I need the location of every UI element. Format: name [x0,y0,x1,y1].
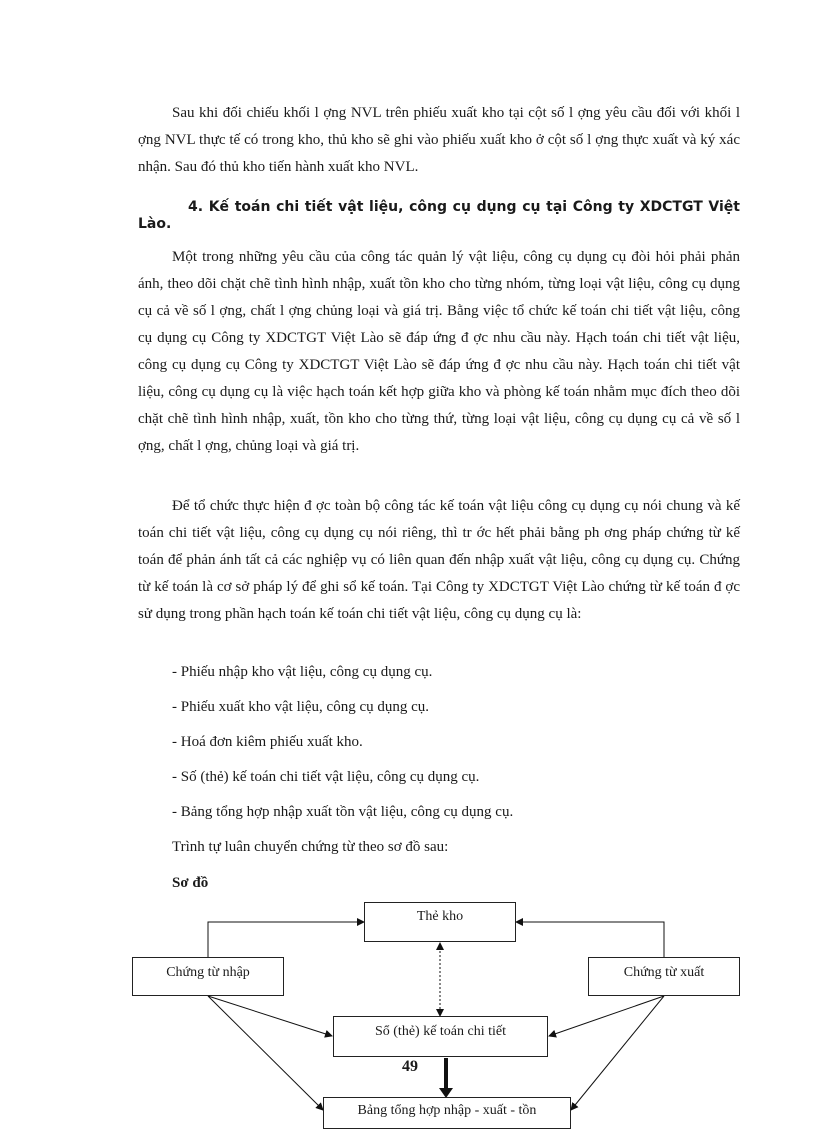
arrow-xuat-to-thekho [516,922,664,957]
list-item: - Số (thẻ) kế toán chi tiết vật liệu, công cụ dụng cụ. [172,769,480,785]
list-item: - Bảng tổng hợp nhập xuất tồn vật liệu, công cụ dụng cụ. [172,804,514,820]
arrow-xuat-to-so-chitiet [549,996,664,1036]
list-item: - Hoá đơn kiêm phiếu xuất kho. [172,734,363,750]
section-heading: 4. Kế toán chi tiết vật liệu, công cụ dụng cụ tại Công ty XDCTGT Việt Lào. [138,199,740,232]
intro-paragraph: Sau khi đối chiếu khối l ợng NVL trên phiếu xuất kho tại cột số l ợng yêu cầu đối với khối l ợng NVL thực tế có trong kho, thủ kho sẽ ghi vào phiếu xuất kho ở cột số l ợng thực xuất và ký xác nhận. Sau đó thủ kho tiến hành xuất kho NVL. [138,105,740,175]
arrow-nhap-to-so-chitiet [208,996,332,1036]
arrow-nhap-to-bang [208,996,323,1110]
body-paragraph-1: Một trong những yêu cầu của công tác quản lý vật liệu, công cụ dụng cụ đòi hỏi phải phản ánh, theo dõi chặt chẽ tình hình nhập, xuất tồn kho cho từng nhóm, từng loại vật liệu, công cụ dụng cụ cả về số l ợng, chất l ợng chủng loại và giá trị. Bằng việc tổ chức kế toán chi tiết vật liệu, công cụ dụng cụ Công ty XDCTGT Việt Lào sẽ đáp ứng đ ợc nhu cầu này. Hạch toán chi tiết vật liệu, công cụ dụng cụ Công ty XDCTGT Việt Lào sẽ đáp ứng đ ợc nhu cầu này. Hạch toán chi tiết vật liệu, công cụ dụng cụ là việc hạch toán kết hợp giữa kho và phòng kế toán nhằm mục đích theo dõi chặt chẽ tình hình nhập, xuất, tồn kho cho từng thứ, từng loại vật liệu, công cụ dụng cụ cả về số l ợng, chất l ợng, chủng loại và giá trị. [138,249,740,454]
list-item: - Phiếu nhập kho vật liệu, công cụ dụng cụ. [172,664,433,680]
box-chung-tu-nhap: Chứng từ nhập [132,957,284,996]
body-paragraph-2: Để tổ chức thực hiện đ ợc toàn bộ công tác kế toán vật liệu công cụ dụng cụ nói chung và kế toán chi tiết vật liệu, công cụ dụng cụ nói riêng, thì tr ớc hết phải bằng ph ơng pháp chứng từ kế toán để phản ánh tất cả các nghiệp vụ có liên quan đến nhập xuất vật liệu, công cụ dụng cụ. Chứng từ kế toán là cơ sở pháp lý để ghi sổ kế toán. Tại Công ty XDCTGT Việt Lào chứng từ kế toán đ ợc sử dụng trong phần hạch toán kế toán chi tiết vật liệu, công cụ dụng cụ là: [138,498,740,622]
diagram-label: Sơ đồ [172,875,209,891]
arrow-nhap-to-thekho [208,922,364,957]
box-chung-tu-xuat: Chứng từ xuất [588,957,740,996]
box-so-ke-toan-chi-tiet: Sổ (thẻ) kế toán chi tiết [333,1016,548,1057]
arrow-xuat-to-bang [571,996,664,1110]
flow-intro: Trình tự luân chuyển chứng từ theo sơ đồ sau: [172,839,449,855]
box-bang-tong-hop: Bảng tổng hợp nhập - xuất - tồn [323,1097,571,1129]
list-item: - Phiếu xuất kho vật liệu, công cụ dụng cụ. [172,699,430,715]
box-the-kho: Thẻ kho [364,902,516,942]
page-number: 49 [402,1058,418,1075]
